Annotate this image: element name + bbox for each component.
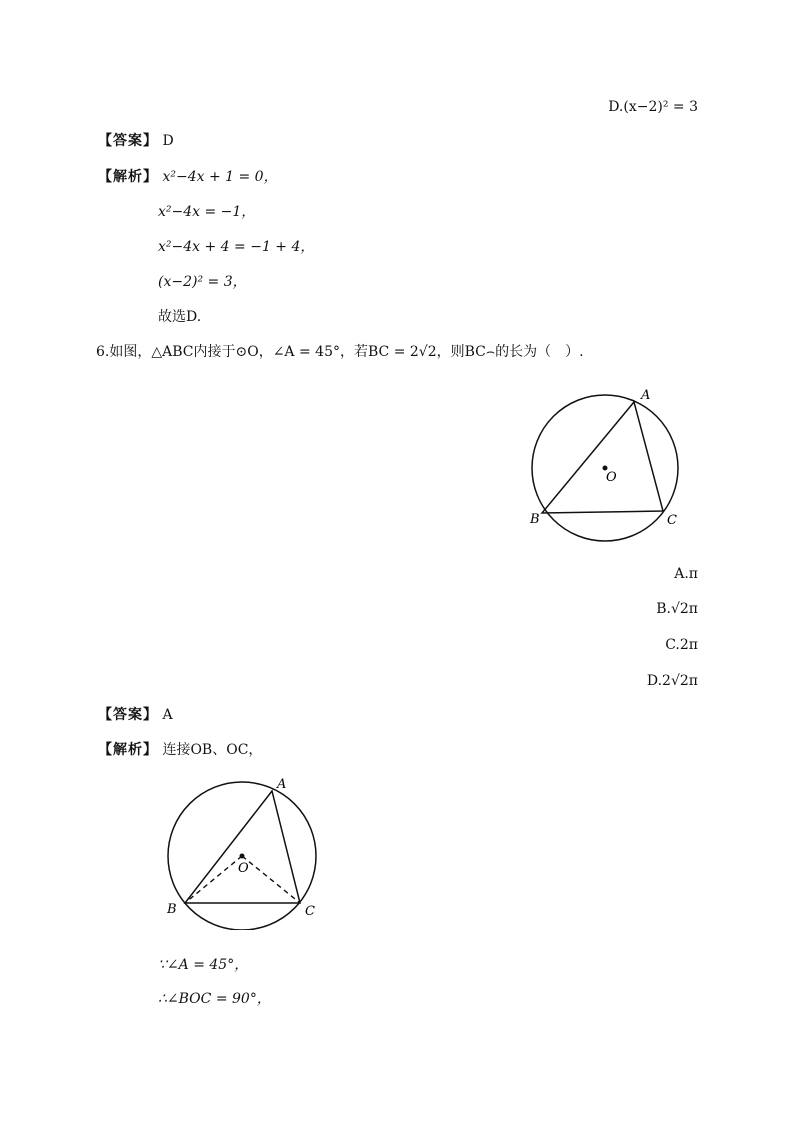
label-b: B	[530, 512, 540, 527]
q6-analysis-row	[98, 741, 262, 759]
q6-analysis-label: 【解析】	[98, 742, 158, 758]
center-point-o	[240, 854, 245, 859]
q6-analysis-intro: 连接OB、OC，	[162, 742, 263, 758]
q6-answer-row	[98, 706, 173, 724]
q5-step-3: x²−4x + 4 = −1 + 4，	[158, 239, 315, 255]
triangle-abc	[542, 402, 663, 513]
q5-option-d: D.(x−2)² = 3	[608, 99, 698, 115]
q6-solution-figure	[160, 770, 335, 930]
q5-answer-row	[98, 132, 174, 150]
label-a: A	[641, 388, 651, 403]
triangle-abc	[185, 791, 300, 903]
q5-step-4: (x−2)² = 3，	[158, 274, 247, 290]
q6-answer-label: 【答案】	[98, 707, 158, 723]
q6-stem: 6.如图，△ABC内接于⊙O，∠A = 45°，若BC = 2√2，则BC⌢的长为（ ）.	[96, 344, 584, 360]
q5-answer-value: D	[162, 133, 174, 149]
q5-step-5: 故选D.	[158, 309, 202, 325]
q6-option-c: C.2π	[665, 637, 698, 653]
label-a: A	[277, 777, 287, 792]
label-c: C	[305, 904, 315, 919]
q5-analysis-label: 【解析】	[98, 169, 158, 185]
q6-answer-value: A	[162, 707, 173, 723]
segment-oc	[242, 856, 300, 903]
segment-ob	[185, 856, 242, 903]
q5-step-2: x²−4x = −1，	[158, 204, 256, 220]
q5-analysis-row	[98, 168, 278, 186]
q6-option-a: A.π	[674, 566, 698, 582]
q5-answer-label: 【答案】	[98, 133, 158, 149]
q6-step-2: ∴∠BOC = 90°，	[158, 991, 271, 1007]
q5-step-1: x²−4x + 1 = 0，	[162, 169, 278, 185]
label-b: B	[167, 902, 177, 917]
label-o: O	[606, 470, 617, 485]
q6-option-d: D.2√2π	[646, 673, 698, 689]
label-o: O	[238, 861, 249, 876]
q6-step-1: ∵∠A = 45°，	[158, 957, 249, 973]
q6-option-b: B.√2π	[656, 601, 698, 617]
label-c: C	[667, 513, 677, 528]
q6-figure	[520, 380, 700, 550]
